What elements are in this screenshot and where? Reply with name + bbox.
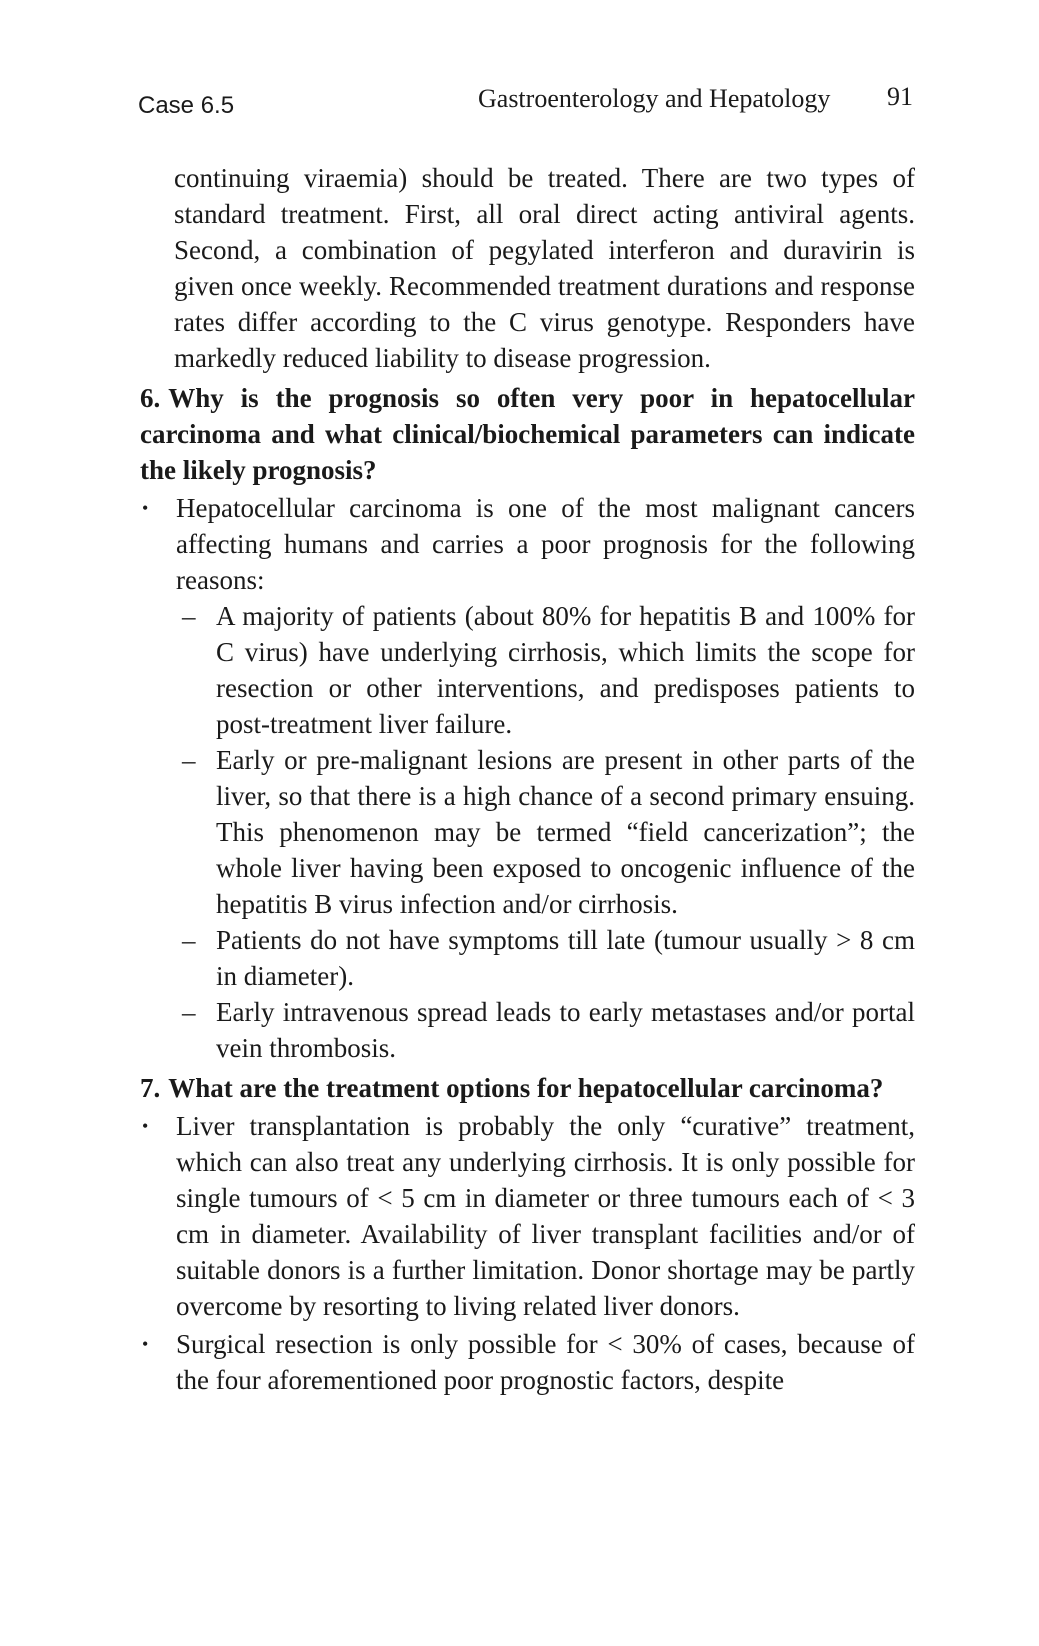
dash-icon: – (182, 601, 196, 631)
page-body (140, 160, 915, 1400)
running-header (138, 82, 913, 122)
question-7 (140, 1070, 915, 1106)
bullet-icon: • (142, 1116, 149, 1136)
bullet-text: Surgical resection is only possible for < 30% of cases, because of the four aforementioned poor prognostic factors, despite (176, 1329, 915, 1395)
list-item (176, 922, 915, 994)
dash-icon: – (182, 997, 196, 1027)
list-item (176, 742, 915, 922)
q7-bullet-list (140, 1108, 915, 1398)
reason-text: Patients do not have symptoms till late (tumour usually > 8 cm in diameter). (216, 925, 915, 991)
bullet-icon: • (142, 1334, 149, 1354)
list-item (176, 598, 915, 742)
reason-text: A majority of patients (about 80% for hepatitis B and 100% for C virus) have underlying cirrhosis, which limits the scope for resection or other interventions, and predisposes patients to post-treatment liver failure. (216, 601, 915, 739)
list-item (140, 490, 915, 1066)
bullet-icon: • (142, 498, 149, 518)
reason-text: Early intravenous spread leads to early metastases and/or portal vein thrombosis. (216, 997, 915, 1063)
bullet-text: Hepatocellular carcinoma is one of the most malignant cancers affecting humans and carries a poor prognosis for the following reasons: (176, 493, 915, 595)
question-text: Why is the prognosis so often very poor in hepatocellular carcinoma and what clinical/biochemical parameters can indicate the likely prognosis? (140, 383, 915, 485)
chapter-title: Gastroenterology and Hepatology (478, 84, 831, 113)
bullet-text: Liver transplantation is probably the only “curative” treatment, which can also treat any underlying cirrhosis. It is only possible for single tumours of < 5 cm in diameter or three tumours each of < 3 cm in diameter. Availability of liver transplant facilities and/or of suitable donors is a further limitation. Donor shortage may be partly overcome by resorting to living related liver donors. (176, 1111, 915, 1321)
page-number: 91 (887, 82, 913, 111)
reason-text: Early or pre-malignant lesions are present in other parts of the liver, so that there is a high chance of a second primary ensuing. This phenomenon may be termed “field cancerization”; the whole liver having been exposed to oncogenic influence of the hepatitis B virus infection and/or cirrhosis. (216, 745, 915, 919)
question-number: 7. (140, 1073, 161, 1103)
case-label: Case 6.5 (138, 92, 235, 119)
question-text: What are the treatment options for hepatocellular carcinoma? (168, 1073, 884, 1103)
list-item (176, 994, 915, 1066)
dash-icon: – (182, 925, 196, 955)
q6-bullet-list (140, 490, 915, 1066)
list-item (140, 1326, 915, 1398)
question-6 (140, 380, 915, 488)
reasons-list (176, 598, 915, 1066)
intro-paragraph: continuing viraemia) should be treated. There are two types of standard treatment. First, all oral direct acting antiviral agents. Second, a combination of pegylated interferon and duravirin is given once weekly. Recommended treatment durations and response rates differ according to the C virus genotype. Responders have markedly reduced liability to disease progression. (174, 163, 915, 373)
question-number: 6. (140, 383, 161, 413)
list-item (140, 1108, 915, 1324)
dash-icon: – (182, 745, 196, 775)
